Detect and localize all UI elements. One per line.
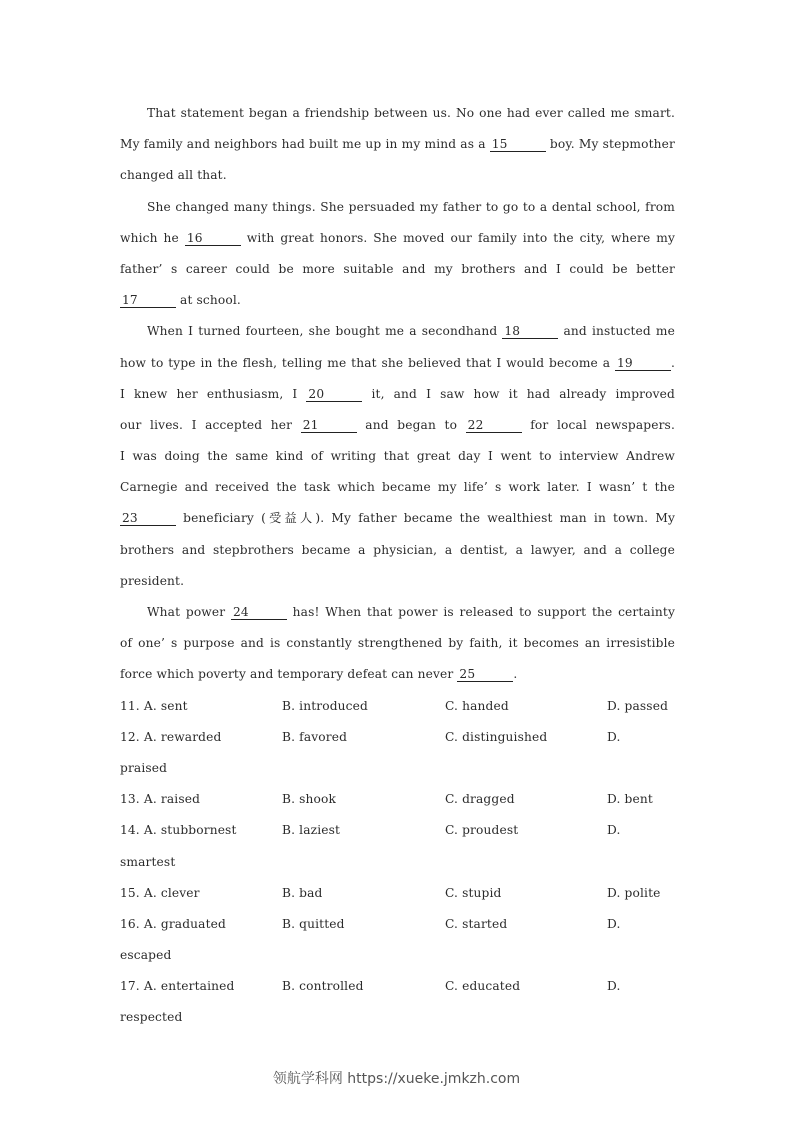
answer-blank-23[interactable]: 23 xyxy=(120,511,176,526)
option-a[interactable] xyxy=(120,691,188,722)
text-line xyxy=(120,597,675,628)
text-line xyxy=(120,628,675,659)
question-number: 14. xyxy=(120,823,140,838)
text-line xyxy=(120,503,675,534)
answer-blank-20[interactable]: 20 xyxy=(306,387,362,402)
text-segment: My family and neighbors had built me up in my mind as a xyxy=(120,137,490,152)
text-segment: When I turned fourteen, she bought me a secondhand xyxy=(147,324,503,339)
question-number: 16. xyxy=(120,916,140,931)
text-segment: for local newspapers. xyxy=(521,417,675,432)
text-line xyxy=(120,410,675,441)
answer-blank-24[interactable]: 24 xyxy=(231,605,287,620)
text-segment: it, and I saw how it had already improved xyxy=(362,386,675,401)
answer-blank-21[interactable]: 21 xyxy=(301,418,357,433)
option-c[interactable]: C. educated xyxy=(445,979,521,994)
option-a[interactable] xyxy=(120,878,200,909)
option-a[interactable] xyxy=(120,722,221,753)
text-segment: force which poverty and temporary defeat can never xyxy=(120,667,458,682)
answer-blank-25[interactable]: 25 xyxy=(457,667,513,682)
text-line xyxy=(120,285,675,316)
question-row xyxy=(120,691,675,722)
answer-blank-18[interactable]: 18 xyxy=(502,324,558,339)
option-c[interactable]: C. proudest xyxy=(445,823,519,838)
text-segment: our lives. I accepted her xyxy=(120,417,301,432)
footer-watermark: 领航学科网 https://xueke.jmkzh.com xyxy=(272,1071,521,1087)
text-segment: president. xyxy=(120,573,185,588)
text-segment: changed all that. xyxy=(120,168,227,183)
question-row xyxy=(120,878,675,909)
option-b[interactable]: B. controlled xyxy=(282,979,364,994)
text-segment: at school. xyxy=(176,293,241,308)
text-segment: That statement began a friendship between us. No one had ever called me smart. xyxy=(147,106,675,120)
option-a[interactable] xyxy=(120,784,200,815)
question-number: 17. xyxy=(120,979,140,994)
question-row xyxy=(120,971,675,1002)
option-b[interactable]: B. shook xyxy=(282,792,337,807)
option-b[interactable]: B. laziest xyxy=(282,823,341,838)
option-d[interactable]: D. polite xyxy=(607,885,661,900)
option-d[interactable]: D. bent xyxy=(607,792,653,807)
answer-blank-19[interactable]: 19 xyxy=(615,356,671,371)
text-line xyxy=(120,441,675,472)
answer-blank-16[interactable]: 16 xyxy=(185,231,241,246)
text-line xyxy=(120,472,675,503)
text-line xyxy=(120,659,675,690)
option-a[interactable] xyxy=(120,971,234,1002)
text-segment: and instucted me xyxy=(558,324,675,339)
text-line xyxy=(120,535,675,566)
text-segment: . xyxy=(513,667,518,682)
text-segment: which he xyxy=(120,230,185,245)
question-row xyxy=(120,722,675,753)
text-segment: brothers and stepbrothers became a physician, a dentist, a lawyer, and a college xyxy=(120,542,675,557)
text-segment: with great honors. She moved our family into the city, where my xyxy=(240,230,675,245)
option-a[interactable] xyxy=(120,909,226,940)
option-d-wrapped-text[interactable]: smartest xyxy=(120,854,176,869)
text-segment: I was doing the same kind of writing that great day I went to interview Andrew xyxy=(120,449,675,464)
paragraph xyxy=(120,597,675,691)
option-a-text: A. sent xyxy=(143,698,188,713)
option-b[interactable]: B. quitted xyxy=(282,916,345,931)
option-b[interactable]: B. favored xyxy=(282,729,348,744)
question-row xyxy=(120,815,675,846)
option-a-text: A. clever xyxy=(143,885,200,900)
option-c[interactable]: C. started xyxy=(445,916,508,931)
text-segment: Carnegie and received the task which became my life’ s work later. I wasn’ t the xyxy=(120,480,675,495)
question-row xyxy=(120,909,675,940)
text-segment: how to type in the flesh, telling me that she believed that I would become a xyxy=(120,355,615,370)
option-d[interactable]: D. passed xyxy=(607,698,669,713)
option-d[interactable]: D. xyxy=(607,916,621,931)
text-segment: What power xyxy=(147,605,231,619)
option-c[interactable]: C. stupid xyxy=(445,885,502,900)
option-d-wrapped-text[interactable]: escaped xyxy=(120,948,172,963)
option-c[interactable]: C. distinguished xyxy=(445,729,548,744)
option-c[interactable]: C. handed xyxy=(445,698,509,713)
question-row xyxy=(120,784,675,815)
option-d[interactable]: D. xyxy=(607,979,621,994)
question-number: 13. xyxy=(120,792,140,807)
option-a-text: A. rewarded xyxy=(143,729,222,744)
question-number: 12. xyxy=(120,729,140,744)
text-line xyxy=(120,254,675,285)
text-line xyxy=(120,379,675,410)
question-list xyxy=(120,691,675,1034)
option-a-text: A. raised xyxy=(143,792,201,807)
paragraph xyxy=(120,192,675,317)
document-page xyxy=(120,98,675,1034)
text-segment: father’ s career could be more suitable and my brothers and I could be better xyxy=(120,261,675,276)
text-line xyxy=(120,566,675,597)
answer-blank-22[interactable]: 22 xyxy=(466,418,522,433)
text-segment: beneficiary (受益人). My father became the wealthiest man in town. My xyxy=(176,511,675,526)
text-line xyxy=(120,192,675,223)
option-a-text: A. entertained xyxy=(143,979,235,994)
option-d-wrapped-text[interactable]: praised xyxy=(120,760,168,775)
option-b[interactable]: B. bad xyxy=(282,885,323,900)
question-number: 15. xyxy=(120,885,140,900)
text-segment: of one’ s purpose and is constantly strengthened by faith, it becomes an irresistible xyxy=(120,636,675,651)
text-line xyxy=(120,160,675,191)
option-d[interactable]: D. xyxy=(607,729,621,744)
option-d-wrapped-text[interactable]: respected xyxy=(120,1010,183,1025)
option-c[interactable]: C. dragged xyxy=(445,792,515,807)
paragraph xyxy=(120,98,675,192)
option-a-text: A. stubbornest xyxy=(143,823,237,838)
passage xyxy=(120,98,675,691)
text-segment: and began to xyxy=(356,417,466,432)
paragraph xyxy=(120,316,675,597)
option-a[interactable] xyxy=(120,815,237,846)
question-number: 11. xyxy=(120,698,140,713)
answer-blank-15[interactable]: 15 xyxy=(490,137,546,152)
text-segment: boy. My stepmother xyxy=(545,137,675,152)
text-segment: She changed many things. She persuaded my father to go to a dental school, from xyxy=(147,199,675,214)
answer-blank-17[interactable]: 17 xyxy=(120,293,176,308)
option-b[interactable]: B. introduced xyxy=(282,698,368,713)
text-segment: I knew her enthusiasm, I xyxy=(120,386,307,401)
option-a-text: A. graduated xyxy=(143,916,226,931)
option-d[interactable]: D. xyxy=(607,823,621,838)
text-line xyxy=(120,223,675,254)
text-line xyxy=(120,316,675,347)
text-line xyxy=(120,98,675,129)
text-line xyxy=(120,129,675,160)
text-segment: has! When that power is released to support the certainty xyxy=(286,605,675,619)
text-line xyxy=(120,348,675,379)
text-segment: . xyxy=(670,355,675,370)
